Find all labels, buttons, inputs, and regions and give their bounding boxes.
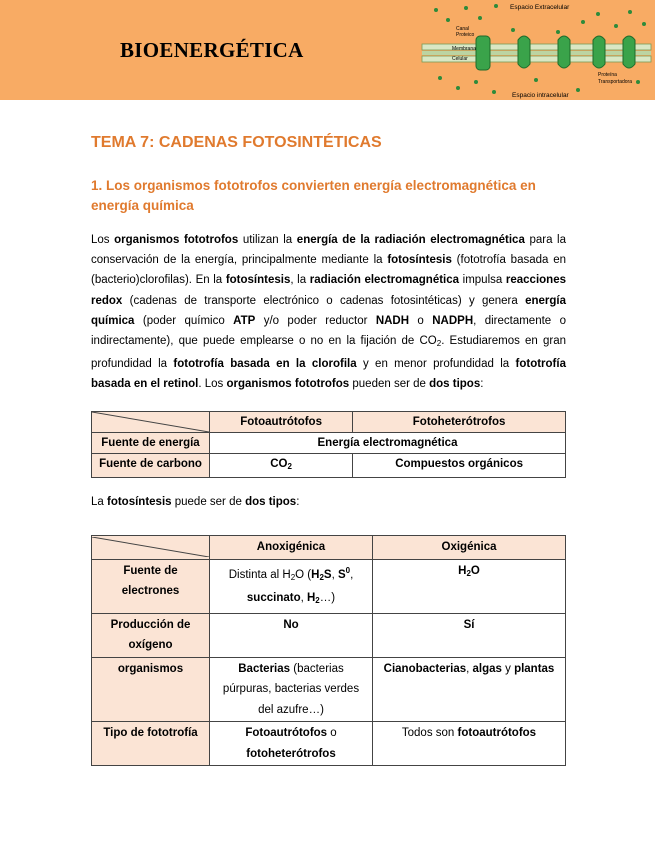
label-membrane: Membrana [452,46,476,52]
row-label-phototrophy: Tipo de fototrofía [92,722,210,766]
phototrophy-oxigenic: Todos son fotoautrótofos [373,722,566,766]
row-label-energy: Fuente de energía [92,433,210,454]
label-protein-2: Transportadora [598,79,632,85]
phototrophy-anoxigenic: Fotoautrótofos o fotoheterótrofos [210,722,373,766]
oxygen-oxigenic: Sí [373,613,566,657]
col-header-fotoautotrofos: Fotoautrótofos [210,412,353,433]
electron-source-oxigenic: $H_2O$ [373,559,566,613]
carbon-source-autotroph: $CO_2$ [210,454,353,478]
organisms-oxigenic: Cianobacterias, algas y plantas [373,657,566,722]
table-row [92,657,566,722]
page-header [0,0,655,100]
label-membrane-2: Celular [452,56,468,62]
phototroph-types-table [91,411,566,478]
label-channel-2: Proteico [456,32,475,38]
label-channel: Canal [456,26,470,32]
label-extracellular: Espacio Extracelular [510,4,570,11]
label-intracellular: Espacio intracelular [512,92,569,99]
photosynthesis-lead: La fotosíntesis puede ser de dos tipos: [91,496,300,508]
col-header-anoxigenica: Anoxigénica [210,536,373,560]
row-label-organisms: organismos [92,657,210,722]
section-title: 1. Los organismos fototrofos convierten energía electromagnética en energía química [91,178,536,213]
col-header-oxigenica: Oxigénica [373,536,566,560]
intro-paragraph: Los organismos fototrofos utilizan la energía de la radiación electromagnética para la conservación de la energía, principalmente mediante la fotosíntesis (fototrofía basada en (bacterio)clorofilas). En la fotosíntesis, la radiación electromagnética impulsa reacciones redox (cadenas de transporte electrónico o cadenas fotosintéticas) y genera energía química (poder químico ATP y/o poder reductor NADH o NADPH, directamente o indirectamente), que puede emplearse o no en la fijación de $CO_2$. Estudiaremos en gran profundidad la fototrofía basada en la clorofila y en menor profundidad la fototrofía basada en el retinol. Los organismos fototrofos pueden ser de dos tipos: [91,234,567,391]
table-row [92,454,566,478]
table-row [92,433,566,454]
table-row [92,722,566,766]
table-row [92,412,566,433]
tema-title: TEMA 7: CADENAS FOTOSINTÉTICAS [91,134,382,151]
diagonal-corner-cell [92,536,210,560]
oxygen-anoxigenic: No [210,613,373,657]
table-row [92,613,566,657]
energy-source-value: Energía electromagnética [210,433,566,454]
row-label-carbon: Fuente de carbono [92,454,210,478]
header-title: BIOENERGÉTICA [120,38,304,62]
table-row [92,536,566,560]
row-label-oxygen: Producción de oxígeno [92,613,210,657]
membrane-illustration [418,0,655,100]
carbon-source-heterotroph: Compuestos orgánicos [353,454,566,478]
photosynthesis-types-table [91,535,566,766]
diagonal-corner-cell [92,412,210,433]
row-label-electron-source: Fuente de electrones [92,559,210,613]
label-protein: Proteína [598,72,617,78]
col-header-fotoheterotrofos: Fotoheterótrofos [353,412,566,433]
organisms-anoxigenic: Bacterias (bacterias púrpuras, bacterias verdes del azufre…) [210,657,373,722]
electron-source-anoxigenic: Distinta al $H_2O$ ($H_2S$, $S^0$, succinato, $H_2\dots$) [210,559,373,613]
channel-protein [476,36,490,70]
table-row [92,559,566,613]
